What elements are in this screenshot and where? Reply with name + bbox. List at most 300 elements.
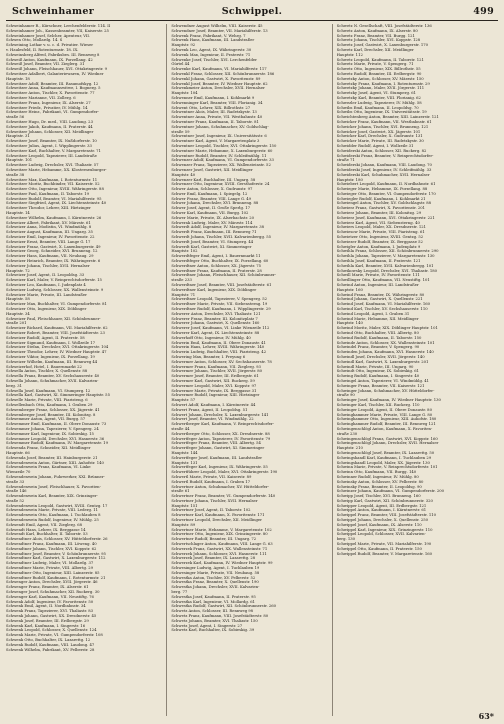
directory-entry-line: Hauptstr. 104 — [171, 91, 198, 96]
directory-entry-line: Schwertberger Karl, Kaufmann, V. Reinprechtsdorfer- — [171, 422, 274, 427]
directory-entry-line: Schweitzer Otto, Ingenieur, XVIII. Währingerstr. 88 — [6, 187, 104, 192]
directory-entry-line: Schweizer Stefan, Drechsler, XVI. Ottakringerstr. 104 — [6, 345, 109, 350]
directory-entry-line: Hauptstr. 112 — [336, 52, 363, 57]
directory-entry-line: Schweizer Robert, Beamter, VIII. Josefstädterstr. 23 — [6, 331, 105, 335]
directory-entry-line: Schwendt Karl, Buchhalter, II. Taborstr. 53 — [6, 532, 88, 537]
directory-entry-line: Schwenzer Josef, Gastwirt, XII. Meidlinger — [171, 167, 253, 172]
directory-entry-line: Hauptstr. 151 — [171, 503, 198, 508]
directory-entry-line: Schwerdtner Anton, Schlosser, XX. Jägerstr. 75 — [171, 263, 262, 268]
directory-entry-line: Schwendenwein Anton, Gärtner, XIII. Auhofstr. 140 — [6, 460, 104, 465]
directory-entry-line: Schwella Franz, Beamter, XV. Sechshauserstr. 40 — [6, 374, 100, 379]
directory-entry-line: Schwemmer Anton, Agent, VII. Burgg. 57 — [6, 417, 86, 422]
directory-entry-line: Schwetzky Josef, Agent, VI. Stumperg. 61 — [336, 91, 417, 96]
directory-entry-line: Gürtel 44 — [171, 62, 190, 67]
directory-entry-line: Schwemmer Leopold, Drechsler, XVI. Hasnerstr. 36 — [6, 436, 105, 441]
directory-entry-line: Schweitzer Anton, Tischler, X. Favoritenstr. 77 — [6, 91, 95, 96]
directory-entry-line: Schwipp Josef, Tischler, XVI. Brunneng. 160 — [336, 494, 421, 499]
directory-entry-line: Schwing Rudolf, Kaufmann, I. Singerstr. 40 — [336, 374, 420, 379]
directory-entry-line: Schwertner Karl, Kaufmann, X. Favoritenstr. 171 — [171, 513, 265, 518]
directory-entry-line: Schwinger Leopold, Agent, II. Obere Donaustr. 80 — [336, 407, 432, 412]
directory-entry-line: Schwinger Johann, Schuhmacher, XV. Hütteldorfer- — [336, 388, 435, 393]
sheet-signature: 63* — [478, 711, 494, 721]
directory-entry-line: Schwenzer Otto, Ingenieur, XVIII. Gersthoferstr. 24 — [171, 182, 270, 187]
directory-entry-line: Schwering Max, Beamter, I. Freyung 6 — [171, 354, 246, 359]
directory-entry-line: Schweiß Anton, Kaufmann, IX. Porzellang. 42 — [6, 57, 93, 62]
directory-entry-line: Schwertführer Leopold, Maler, XVI. Ottakringerstr. 190 — [171, 470, 278, 475]
directory-entry-line: Schwerer Franz, Beamter, III. Kolonitzplatz 7 — [171, 316, 258, 321]
directory-entry-line: Hauptstr. 58 — [6, 297, 30, 302]
directory-entry-line: straße 71 — [336, 158, 355, 163]
directory-entry-line: Schwingenschlögl Franz, Gastwirt, XVI. Koppstr. 160 — [336, 436, 438, 441]
directory-entry-line: Schwichtenberg Anton, Beamter, XIII. Lainzerstr. 121 — [336, 115, 439, 120]
directory-entry-line: Schwerer Johann, Gastwirt, X. Quellenstr. 160 — [171, 321, 260, 326]
directory-entry-line: Schwerer Josef, Kaufmann, VI. Linke Wienzeile 112 — [171, 326, 270, 331]
directory-entry-line: Schwihla Franz, Schlosser, XII. Schönbrunnerstr. 290 — [336, 249, 439, 254]
directory-entry-line: Schwenk Otto, Buchhalter, IX. Lazarettg. 12 — [6, 638, 91, 642]
directory-entry-line: Schwetz Johann, Beamter, XVI. Thaliastr. 150 — [171, 618, 258, 623]
directory-entry-line: Schwemmer Emil, Kaufmann, II. Obere Donaustr. 73 — [6, 422, 107, 427]
directory-entry-line: Schwemberger Franz, Schlosser, XX. Jägerstr. 41 — [6, 407, 100, 412]
directory-entry-line: Schweizer Otto, Ingenieur, XIX. Döblinger — [6, 307, 87, 312]
directory-entry-line: Schwipper Leopold, Agent, III. Erdbergstr. 121 — [336, 503, 427, 508]
directory-entry-line: Schweinsberg Alfred, Fabriksbes. III. Rennweg 8 — [6, 52, 100, 57]
directory-entry-line: Schwer Josef, Agent, II. Große Sperlg. 17 — [171, 206, 251, 211]
page-header — [6, 6, 498, 21]
directory-entry-line: Schwestka Johann, Drechsler, XVII. Kalvarien- — [171, 585, 260, 590]
directory-entry-line: Schwerdtfeger Emil, Agent, I. Bauernmarkt 11 — [171, 254, 261, 259]
directory-entry-line: Schwendenwein Johann, Fuhrwerker, XXI. Brünner- — [6, 474, 105, 479]
directory-entry-line: Schwertner Johann, Tischler, XVII. Hernalser — [171, 498, 258, 503]
directory-entry-line: Hauptstr. 210 — [336, 446, 363, 451]
directory-entry-line: Schwippel Franz, Beamter, VIII. Josefstädterstr. 110 — [336, 513, 436, 518]
directory-entry-line: Schwieger Otto, Beamter, VI. Gumpendorferstr. 170 — [336, 191, 436, 196]
directory-entry-line: Schweizer Heinrich, Beamter, IX. Währingerstr. 6 — [6, 259, 101, 264]
directory-entry-line: Schwerer Anton, Drechsler, XVI. Thaliastr. 121 — [171, 311, 261, 316]
directory-entry-line: Schweinhamer R., Kürschner, Lerchenfelderstr. 114. II — [6, 24, 111, 28]
directory-entry-line: Schwigler Anton, Kaufmann, I. Judenplatz 9 — [336, 244, 421, 249]
directory-entry-line: Schwemmer Rudolf, Kaufmann, IV. Margaretenstr. 19 — [6, 441, 108, 446]
directory-entry-line: Schwerdt Karl, Gastwirt, XI. Simmeringer — [171, 244, 252, 249]
directory-entry-line: Schweizer Hans, Kaufmann, VII. Neubaug. 29 — [6, 254, 94, 259]
directory-entry-line: Hauptstr. 102 — [171, 249, 198, 254]
directory-entry-line: Schwer Karl, Kaufmann, VII. Burgg. 102 — [171, 211, 249, 216]
directory-entry-line: Schwertfeger Anton, Tapezierer, IV. Favoritenstr. 79 — [171, 436, 271, 441]
directory-entry-line: Schwinger Josef, Kaufmann, IV. Wiedner Hauptstr. 130 — [336, 398, 441, 403]
directory-entry-line: Schwerdtner Leopold, Tapezierer, V. Spengerg. 52 — [171, 297, 268, 302]
directory-entry-line: Schweitzer Karl, Buchhalter, V. Margaretenstr. 71 — [6, 148, 101, 153]
directory-entry-line: Schwindl Josef, Drechsler, XVII. Jörgerstr. 140 — [336, 354, 425, 359]
directory-entry-line: Schwertner Rudolf, Beamter, III. Ungarg. 72 — [171, 537, 257, 542]
directory-entry-line: Schwenk Rudolf, Kaufmann, VIII. Laudong. 47 — [6, 642, 95, 647]
directory-entry-line: Hauptstr. 89 — [171, 522, 196, 527]
directory-entry-line: Schweizer Paul, Fleischhauer, XII. Schönbrunner- — [6, 316, 101, 321]
directory-entry-line: Schwertner Marie, Hebamme, V. Margaretenstr. 102 — [171, 527, 272, 532]
directory-entry-line: Schwind Moritz, Maler, XIX. Döblinger Hauptstr. 101 — [336, 326, 438, 331]
directory-entry-line: Schwertner Franz, Beamter, VI. Gumpendorferstr. 140 — [171, 494, 276, 499]
directory-entry-line: Schwerzek Franz, Gastwirt, XX. Wallensteinstr. 71 — [171, 546, 268, 551]
directory-entry-line: Schwenk Karl, Kaufmann, I. Singerstr. 16 — [6, 623, 86, 628]
directory-entry-line: Schwentner Johann, Schuhmacher, XV. Goldschlag- — [171, 124, 269, 129]
directory-entry-line: Schwenke Karl, Kaufmann, VI. Mariahilferstr. 117 — [171, 67, 267, 72]
directory-entry-line: Schwinghammer Rudolf, Beamter, III. Rennweg 121 — [336, 422, 436, 427]
directory-entry-line: Schweiß Josef, Beamter, VII. Zieglerg. 31 — [6, 62, 85, 67]
directory-entry-line: Schwerdtner Franz, Kaufmann, II. Praterstr. 28 — [171, 268, 262, 273]
directory-entry-line: Schwermer Karl, Gastwirt, XII. Ruckerg. 59 — [171, 378, 255, 383]
directory-entry-line: Hauptstr. 101 — [6, 158, 33, 163]
directory-entry-line: Schwertfeger Josef, Kaufmann, III. Landstraßer — [171, 455, 263, 460]
directory-entry-line: Schwezler Ludwig, Tapezierer, IV. Mühlg. 58 — [336, 100, 422, 105]
directory-entry-line: Schwenda Franz, Schneider, XII. Meidlinger — [6, 446, 91, 451]
directory-entry-line: Schweizer Emil, Ingenieur, IV. Favoritenstr. 22 — [6, 235, 95, 240]
directory-entry-line: Schwetz Karl, Buchhalter, IX. Sobieskig. 39 — [171, 628, 255, 633]
directory-entry-line: Schweizer August, Kaufmann, III. Ungarg. 35 — [6, 230, 93, 235]
directory-entry-line: Schwippel Rudolf, Beamter, V. Margaretenstr. 160 — [336, 551, 433, 556]
directory-entry-line: Schwendtner Ludwig, Maler, VI. Mollardg. 37 — [6, 561, 94, 566]
directory-entry-line: Schwerdtner Johann, Fleischhauer, XII. Schönbrunner- — [171, 273, 276, 278]
directory-entry-line: Schwingshandl Leopold, Maler, XX. Jägerstr. 130 — [336, 460, 430, 465]
directory-entry-line: berg. 77 — [171, 590, 188, 595]
directory-entry-line: Schwenk Franz, Fabrikant, V. Wehrg. 7 — [171, 33, 246, 38]
directory-entry-line: Schwertfeger Johann, Gastwirt, XI. Simmeringer — [171, 446, 265, 451]
directory-entry-line: Schwenkl Franz, Schlosser, XII. Schönbrunnerstr. 186 — [171, 71, 275, 76]
directory-entry-line: Schwenk Emil, Agent, II. Nordbahnstr. 34 — [6, 604, 86, 609]
directory-entry-line: Schwipp Karl, Gastwirt, XII. Schönbrunnerstr. 320 — [336, 498, 433, 503]
directory-entry-line: Schwind Johann, Gastwirt, X. Quellenstr. 221 — [336, 297, 423, 302]
directory-entry-line: Hauptstr. 18 — [6, 76, 30, 81]
directory-entry-line: Schwind Franz, Beamter, IX. Währingerstr. 80 — [336, 292, 425, 297]
directory-entry-line: Hauptstr. 180 — [336, 177, 363, 182]
directory-entry-line: Schwendtner Rudolf, Kaufmann, I. Rotenturmstr. 21 — [6, 575, 106, 580]
directory-entry-line: Schwentner Franz, Kaufmann, II. Taborstr. 81 — [171, 119, 259, 124]
directory-entry-line: Schweitzer Julius, Agent, I. Wipplingerstr. 33 — [6, 143, 92, 148]
directory-entry-line: Schwippel Josef, Kaufmann, IX. Alserstr. 110 — [336, 522, 422, 527]
directory-entry-line: Schwietzer Otto, Ingenieur, XVIII. Gentzg. 52 — [336, 235, 424, 240]
directory-entry-line: Hauptstr. 160 — [336, 287, 363, 292]
directory-entry-line: Schwertfeger Karl, Ingenieur, IX. Währingerstr. 55 — [171, 465, 268, 470]
directory-entry-line: Schwidder Rudolf, Agent, I. Wollzeile 31 — [336, 143, 414, 148]
directory-columns — [6, 24, 498, 716]
directory-entry-line: Schwiderski Johann, Kaufmann, VIII. Laudong. 70 — [336, 163, 432, 168]
directory-entry-line: Schwind Leopold, Agent, I. Graben 31 — [336, 311, 410, 316]
directory-entry-line: Schwen Otto, Mollardg. 14. S — [6, 38, 63, 43]
directory-entry-line: Schwermer Rudolf, Ingenieur, XIII. Hietzinger — [171, 393, 260, 398]
directory-entry-line: Hauptstr. 57 — [171, 398, 196, 403]
directory-entry-line: Schwicker Karl, Drechsler, X. Gudrunstr. 131 — [336, 134, 423, 139]
directory-entry-line: Schwenda Josef, Beamter, III. Hainburgerstr. 21 — [6, 455, 98, 460]
directory-entry-line: Schwippel Johann, Drechsler, X. Quellenstr. 250 — [336, 518, 428, 523]
directory-entry-line: Schwetz Leopold, Kaufmann, II. Taborstr. 121 — [336, 57, 424, 62]
directory-entry-line: straße 233 — [171, 278, 192, 283]
directory-entry-line: straße 44 — [171, 426, 190, 431]
directory-entry-line: Schwerzek Johann, Schlosser, XVI. Hasnerstr. 111 — [171, 551, 267, 556]
directory-entry-line: Schwella Josef, Kaufmann, VI. Stumperg. 12 — [6, 388, 91, 393]
directory-entry-line: Schweinhamer Joh., Kassenbeamter, VII, Kaiserstr. 25 — [6, 28, 109, 33]
directory-entry-line: Schwenk Leopold, Schlosser, X. Quellenstr. 124 — [6, 628, 97, 633]
directory-entry-line: Hauptstr. 144 — [171, 450, 198, 455]
directory-entry-line: Schwer Anton, Schlosser, X. Gudrunstr. 97 — [171, 187, 253, 192]
directory-entry-line: Schwer Emil, Kaufmann, I. Spiegelg. 12 — [171, 191, 248, 196]
directory-entry-line: Schwemberger Josef, Beamter, III. Kolonitzg. 8 — [6, 412, 96, 417]
directory-entry-line: Schwendtner Johann, Tischler, XVI. Koppstr. 62 — [6, 546, 97, 551]
directory-entry-line: Hauptstr. 140 — [336, 321, 363, 326]
directory-entry-line: Hauptstr. 14 — [6, 211, 30, 216]
directory-entry-line: Schwertner Leopold, Drechsler, XII. Meidlinger — [171, 518, 262, 523]
directory-entry-line: berg. 31 — [6, 383, 22, 388]
directory-entry-line: Hauptstr. 131 — [171, 460, 198, 465]
directory-entry-line: Schwinn Otto, Kaufmann, VII. Burgg. 140 — [336, 470, 417, 475]
directory-entry-line: Schwibs Emil, Kaufmann, II. Leopoldsg. 70 — [336, 105, 419, 110]
directory-entry-line: Schwippel Anton, Kaufmann, I. Kärntnerstr. 61 — [336, 508, 427, 513]
directory-entry-line: Schweitzer Jakob, Kaufmann, II. Praterstr. 44 — [6, 124, 93, 129]
directory-entry-line: Schwetz Marie, Private, V. Spengerg. 71 — [336, 62, 414, 67]
directory-entry-line: Schwentner Marie, Hebamme, X. Laxenburgerstr. 60 — [171, 148, 273, 153]
directory-entry-line: Schwendner August Wilhelm, VIII. Kaiserstr. 45 — [171, 24, 263, 28]
running-head-left: Schweinhamer — [12, 6, 95, 17]
directory-entry-line: Schwendenwein Karl, Beamter, XIX. Grinzinger- — [6, 494, 98, 499]
directory-entry-line: Schweizer Josef, Agent, II. Leopoldsg. 33 — [6, 273, 85, 278]
directory-entry-line: Hauptstr. 34 — [6, 311, 30, 316]
directory-entry-line: Schweizer Georg, Schneider, XVI. Brunneng. 12 — [6, 249, 98, 254]
directory-entry-line: Schwinghammer Otto, Ingenieur, XIII. Auhofstr. 180 — [336, 417, 437, 422]
directory-entry-line: Schwendtner Josef, Beamter, V. Schönbrunnerstr. 95 — [6, 551, 106, 556]
directory-entry-line: Schwinghammer Marie, Private, VIII. Lange G. 80 — [336, 412, 433, 417]
directory-entry-line: Schwertl Marie, Private, VII. Kaiserstr. 89 — [171, 474, 252, 479]
directory-entry-line: Schwer Johann, Drechsler, XVI. Brunneng. 88 — [171, 201, 259, 206]
directory-entry-line: Schwenzer Adolf, Kaufmann, VI. Gumpendorferstr. 33 — [171, 158, 274, 163]
directory-entry-line: Schwendenwein Marie, Private, VIII. Lederg. 11 — [6, 508, 99, 513]
directory-entry-line: Schweitzer Anna, Kaufmannswitwe, I. Bognerg. 5 — [6, 86, 101, 91]
directory-entry-line: Schwiderski Karl, Schuhmacher, XVII. Hernalser — [336, 172, 430, 177]
directory-entry-line: Schwill Marie, Private, IV. Favoritenstr. 111 — [336, 273, 420, 278]
directory-entry-line: Schwenger Franz, Beamter, IX. Alserstr. 61 — [6, 585, 89, 590]
directory-entry-line: Schwendenwein Otto, Kaufmann, I. Tuchlauben 8 — [6, 513, 101, 518]
directory-entry-line: Schweitzer Max, Kaufmann, I. Rotenturmstr. 11 — [6, 177, 98, 182]
directory-entry-line: Schwindt Otto, Ingenieur, IX. Sobieskig. 61 — [336, 369, 420, 374]
directory-entry-line: Schwendtner Karl, Gastwirt, X. Laxenburgerstr. 112 — [6, 556, 106, 561]
directory-entry-line: Schwicker Marie, Private, III. Radetzkystr. 30 — [336, 139, 424, 144]
directory-entry-line: Schwingel Anton, Tapezierer, VI. Windmühlg. 41 — [336, 378, 430, 383]
directory-entry-line: Schweizerhof, Hotel, I. Bauernmarkt 22 — [6, 364, 82, 369]
directory-entry-line: Schwierz Karl, Agent, VII. Siebensterng. 40 — [336, 220, 420, 225]
directory-entry-line: Schwingenschlögl Josef, Beamter, IX. Lazarettg. 50 — [336, 450, 435, 455]
directory-entry-line: Schwertfeger Franz, Beamter, VIII. Albertg. 54 — [171, 441, 261, 446]
directory-entry-line: Schwermer Johann, Tischler, XVII. Jörgerstr. 80 — [171, 369, 263, 374]
directory-entry-line: Schweitzer Wilhelm, Kaufmann, I. Kärntnerstr. 26 — [6, 215, 102, 220]
directory-entry-line: Schwer Marie, Private, IX. Alserbachstr. 20 — [171, 215, 254, 220]
directory-entry-line: Schwentner Leopold, Tischler, XVI. Ottakringerstr. 150 — [171, 143, 277, 148]
directory-entry-line: Schwestka Rudolf, Gastwirt, XII. Schönbrunnerstr. 260 — [171, 604, 277, 609]
directory-entry-line: Schwertner Josef, Agent, II. Taborstr. 102 — [171, 508, 251, 513]
directory-entry-line: Schwer Franz, Beamter, VIII. Lange G. 49 — [171, 196, 251, 201]
directory-entry-line: Hauptstr. 72 — [6, 268, 30, 273]
directory-entry-line: Schweitzer Theodor, Lehrer, XIII. Hietzinger — [6, 206, 91, 211]
directory-entry-line: Schweizer Karl, Maler, V. Reinprechtsdorferstr. 15 — [6, 278, 102, 283]
directory-entry-line: Schwind Karl, Tischler, XV. Sechshauserstr. 110 — [336, 307, 428, 312]
directory-entry-line: Schwendtner Alois, Schlosser, XV. Hütteldorferstr. 26 — [6, 537, 108, 542]
directory-entry-line: Schwenk Johann, Gastwirt, XX. Dresdnerstr. 45 — [6, 614, 97, 619]
directory-entry-line: Schwendenwein Leopold, Gastwirt, XVIII. Gentzg. 17 — [6, 503, 108, 508]
directory-entry-line: Hauptstr. 66 — [6, 450, 30, 455]
directory-entry-line: Schwihla Karl, Beamter, XVII. Kalvarienbergg. 101 — [336, 263, 434, 268]
directory-entry-line: Schwenk Leo, Agent, IX. Währingerstr. 30 — [171, 47, 252, 52]
directory-entry-line: Schwindel Franz, Beamter, V. Spengerg. 90 — [336, 345, 420, 350]
directory-entry-line: Schweizer Anna, Modistin, VI. Windmühlg. 8 — [6, 225, 92, 230]
directory-entry-line: Schwenkl Josef, Beamter, IV. Wiedner Hauptstr. 62 — [171, 81, 268, 86]
directory-entry-line: Schwihla Josef, Kaufmann, II. Praterstr. 121 — [336, 259, 421, 264]
directory-entry-line: Schwippel Marie, Private, VII. Mariahilferstr. 190 — [336, 542, 432, 547]
directory-entry-line: Schwent Otto, Lehrer, XIX. Billrothstr. 27 — [171, 105, 251, 110]
directory-entry-line: Schwertberger Otto, Schlosser, XX. Dresdnerstr. 88 — [171, 431, 270, 436]
directory-entry-line: Schweizer Max, Buchhalter, VI. Gumpendorferstr. 81 — [6, 302, 107, 307]
directory-entry-line: Schwind Marie, Hebamme, XII. Meidlinger — [336, 316, 419, 321]
directory-entry-line: Schwerin Emil, Kaufmann, II. Obere Donaustr. 41 — [171, 340, 266, 345]
directory-entry-line: Hauptstr. 40 — [171, 172, 196, 177]
directory-entry-line: Schwendenwein Rudolf, Ingenieur, IV. Mühlg. 25 — [6, 518, 99, 523]
directory-entry-line: Schwermer Josef, Beamter, III. Erdbergstr. 61 — [171, 374, 259, 379]
directory-entry-line: Schwerhoff Otto, Ingenieur, IV. Mühlg. 40 — [171, 335, 251, 340]
directory-entry-line: Schwinn Marie, Private, V. Reinprechtsdorferstr. 101 — [336, 465, 438, 470]
directory-entry-line: Schwenk Adolf, Ingenieur, IV. Favoritenstr. 50 — [6, 599, 94, 604]
directory-entry-line: Schweitzer Johann, Schlosser, XII. Meidlinger — [6, 129, 94, 134]
directory-entry-line: straße 201 — [6, 321, 27, 326]
directory-entry-line: Schwetz Franz, Kaufmann, VIII. Josefstädterstr. 80 — [171, 614, 269, 619]
directory-entry-line: Schwind Otto, Buchhalter, VIII. Albertg. 80 — [336, 331, 419, 335]
directory-entry-line: Schwendtner Marie, Private, VIII. Albertg. 29 — [6, 566, 94, 571]
directory-entry-line: Schweitzer Rudolf, Beamter, VI. Mariahilferstr. 95 — [6, 196, 102, 201]
directory-entry-line: Schwetz Otto, Ingenieur, XIX. Billrothstr. 55 — [336, 67, 421, 72]
directory-entry-line: Wienzeile 70 — [6, 470, 31, 475]
directory-entry-line: Schwesinger Marie, Private, VII. Neubaug. 58 — [171, 570, 260, 575]
directory-entry-line: Schwerdtner Marie, Private, VII. Siebensterng. 19 — [171, 302, 268, 307]
directory-entry-line: Schwetzky Johann, Maler, XVII. Jörgerstr. 111 — [336, 86, 425, 91]
directory-entry-line: straße 52 — [6, 498, 25, 503]
directory-entry-line: Schwelle Marie, Private, VIII. Piaristeng. 6 — [6, 398, 88, 403]
directory-entry-line: Schwinzer Johann, Kaufmann, VI. Gumpendorferstr. 200 — [336, 489, 444, 494]
directory-entry-line: Schwenk Wilhelm, Fabrikant, XV. Felberstr. 28 — [6, 647, 95, 652]
directory-entry-line: Schweitzer Siegfried, Agent, IX. Liechtensteinstr. 40 — [6, 201, 107, 206]
directory-entry-line: Schwikowsky Leopold, Drechsler, XVI. Thaliastr. 180 — [336, 268, 438, 273]
directory-entry-line: Schwindl Karl, Gastwirt, X. Laxenburgerstr. 201 — [336, 359, 429, 364]
directory-entry-line: Schwiesow Marie, Private, VIII. Piaristeng. 61 — [336, 230, 425, 235]
directory-entry-line: Hauptstr. 71 — [171, 292, 196, 297]
directory-entry-line: Schwert Josef, Beamter, VI. Windmühlg. 22 — [171, 417, 254, 422]
directory-entry-line: Schwenk Josef, Beamter, III. Erdbergstr. 29 — [6, 618, 89, 623]
directory-entry-line: Schwendner Josef, Beamter, VII. Mariahilferstr. 13 — [171, 28, 268, 33]
directory-entry-line: Schwinger Franz, Beamter, VII. Kaiserstr. 121 — [336, 383, 425, 388]
directory-entry-line: Schwind Josef, Kaufmann, VI. Mariahilferstr. 160 — [336, 302, 430, 307]
directory-entry-line: Schweizer Theodor, Lehrer, IV. Wiedner Hauptstr. 47 — [6, 350, 107, 355]
directory-entry-line: Schwerdtfeger Otto, Buchhalter, IX. Porzellang. 60 — [171, 259, 269, 264]
directory-entry-line: Schweitzer Leopold, Tapezierer, III. Landstraße — [6, 153, 97, 158]
directory-entry-line: Schwetzky Karl, Beamter, VIII. Florianig. 62 — [336, 95, 421, 100]
directory-entry-line: straße 38 — [6, 172, 25, 177]
directory-entry-line: straße 90 — [336, 393, 355, 398]
directory-entry-line: Schwinner Rudolf, Ingenieur, IV. Mühlg. 80 — [336, 474, 419, 479]
directory-entry-line: Schwendtner Otto, Ingenieur, XIII. Lainzerstr. 85 — [6, 570, 100, 575]
directory-entry-line: Schwetz Rudolf, Beamter, III. Erdbergstr. 90 — [336, 71, 422, 76]
directory-entry-line: Schweitzer Josef, Beamter, IX. Nußdorferstr. 10 — [6, 139, 97, 144]
directory-entry-line: Schwella Anton, Tischler, X. Quellenstr. 88 — [6, 369, 88, 374]
directory-entry-line: Schweizer Rudolf, Agent, II. Praterstr. 58 — [6, 335, 85, 340]
directory-entry-line: Schwella Johann, Schuhmacher, XVII. Kalvarien- — [6, 378, 99, 383]
directory-entry-line: Schwetz Anton, Schlosser, III. Rennweg 98 — [171, 609, 254, 614]
directory-entry-line: Schwindl Marie, Private, III. Ungarg. 90 — [336, 364, 414, 369]
directory-entry-line: Schwenkmeier Anton, Drechsler, XVII. Hernalser — [171, 86, 265, 91]
directory-entry-line: Schwenger Josef, Schuhmacher, XII. Ruckerg. 30 — [6, 590, 100, 595]
directory-entry-line: straße 230 — [336, 431, 358, 436]
directory-entry-line: Schweitzer Ludwig, Drechsler, XVI. Thaliastr. 57 — [6, 163, 99, 168]
directory-entry-line: Schwermer Marie, Private, IX. Berggasse 31 — [171, 388, 257, 393]
directory-entry-line: Schwetz Anton, Kaufmann, IX. Alserstr. 80 — [336, 28, 418, 33]
directory-entry-line: Schwenzer Karl, Buchhalter, III. Ungarg. 58 — [171, 177, 256, 182]
directory-entry-line: Schwicker Johann, Tischler, XVI. Brunneng. 121 — [336, 124, 429, 129]
directory-entry-line: v. Haulesfeld, II. Rotenturmstr. 18. IX. — [6, 47, 79, 52]
directory-entry-line: Schwenninger Karl, Beamter, VIII. Florianig. 34 — [171, 100, 263, 105]
directory-entry-line: Schweining Lothar v. u. c. d. Privatier. Wieser — [6, 43, 94, 48]
directory-entry-line: Schwermer Anton, Schlosser, XV. Sechshauserstr. 78 — [171, 359, 272, 364]
directory-entry-line: Schwenk Franz, Tapezierer, XVI. Thaliastr. 83 — [6, 609, 94, 614]
directory-entry-line: Schwenger Anton, Drechsler, XVII. Jörgerstr. 46 — [6, 580, 98, 585]
directory-entry-line: Schwinde Anton, Schlosser, XX. Wallensteinstr. 101 — [336, 340, 435, 345]
directory-entry-line: Schwierz Johann, Beamter, III. Kolonitzg. 29 — [336, 211, 422, 216]
directory-entry-line: Schwenger Karl, Kaufmann, VII. Neustiftg. 76 — [6, 594, 94, 599]
directory-entry-line: Schwerdt Johann, Tischler, XVII. Kalvarienbergg. 55 — [171, 235, 271, 240]
directory-entry-line: Schweizer Leo, Kaufmann, I. Judenplatz 4 — [6, 283, 86, 288]
directory-entry-line: Schweitzer Adalbert, Galanteriewaren, IV. Wiedner — [6, 71, 104, 76]
directory-entry-line: Schwertner Otto, Ingenieur, XIX. Grinzingerstr. 80 — [171, 532, 268, 537]
directory-entry-line: Schwerak Ludwig, Maler, XV. Märzstr. 114 — [171, 220, 253, 225]
directory-entry-line: Schwemmer Karl, Ingenieur, IX. Sobieskig. 15 — [6, 431, 94, 436]
directory-entry-line: straße 61 — [171, 489, 190, 494]
directory-entry-line: Schwiderski Franz, Beamter, V. Reinprechtsdorfer- — [336, 153, 434, 158]
directory-entry-line: Schwinden Johann, Kaufmann, XVI. Hasnerstr. 140 — [336, 350, 434, 355]
column-2 — [171, 24, 332, 716]
directory-entry-line: Schwenk Max, Ingenieur, II. Praterstr. 71 — [171, 52, 251, 57]
directory-entry-line: Schwerdt Adolf, Ingenieur, IV. Margaretenstr. 38 — [171, 225, 265, 230]
directory-entry-line: Schwerdt Franz, Kaufmann, III. Rennweg 71 — [171, 230, 257, 235]
directory-entry-line: Schwerin Hans, Lehrer, XVIII. Währingerstr. 140 — [171, 345, 265, 350]
directory-entry-line: Schwiers Leopold, Maler, XX. Dresdnerstr. 121 — [336, 225, 426, 230]
directory-entry-line: Hauptstr. 92 — [171, 43, 196, 48]
directory-entry-line: Schwermer Franz, Kaufmann, VII. Zieglerg. 93 — [171, 364, 261, 369]
directory-entry-line: Schwendt Emil, Agent, VII. Zieglerg. 68 — [6, 522, 82, 527]
directory-entry-line: Schwertschlager Anton, Kaufmann, VIII. Lange G. 63 — [171, 542, 273, 547]
directory-entry-line: Schweizer Wilhelm, Kaufmann, III. Rennweg 44 — [6, 359, 98, 364]
directory-entry-line: Schwetzky Franz, Kaufmann, I. Rotenturmstr. 29 — [336, 81, 430, 86]
directory-entry-line: Schwesinger Ludwig, Agent, I. Tuchlauben 19 — [171, 566, 260, 571]
directory-entry-line: Schwellenbach Otto, Kaufmann, I. Graben 29 — [6, 402, 93, 407]
directory-entry-line: Schwinsky Franz, Beamter, II. Leopoldsg. 90 — [336, 484, 422, 489]
directory-entry-line: Schwenner Emil, Kaufmann, I. Kohlmarkt 9 — [171, 95, 255, 100]
directory-entry-line: Schweizer Johann, Tischler, XVII. Hernalser — [6, 263, 90, 268]
directory-entry-line: Schweitzer Marie, Hebamme, XX. Klosterneuburger- — [6, 167, 107, 172]
directory-entry-line: Schwestka Anton, Tischler, XV. Felberstr. 52 — [171, 575, 256, 580]
directory-entry-line: Schwendenwein Josef, Fleischhauer, X. Favoriten- — [6, 484, 101, 489]
directory-entry-line: Schwella Karl, Gastwirt, XI. Simmeringer Hauptstr. 55 — [6, 393, 110, 398]
directory-entry-line: Schwertner Anton, Schuhmacher, XV. Hütteldorfer- — [171, 484, 269, 489]
directory-entry-line: Schwetz Franz, Beamter, VII. Burgg. 121 — [336, 33, 415, 38]
directory-entry-line: Hauptstr. 31 — [6, 134, 30, 139]
directory-entry-line: Schwihla Johann, Tapezierer, V. Margaretenstr. 130 — [336, 254, 435, 259]
directory-entry-line: Schwentner Josef, Ingenieur, IX. Universitätsstr. 6 — [171, 134, 267, 139]
directory-entry-line: Schwillinger Otto, Kaufmann, VII. Neustiftg. 101 — [336, 278, 430, 283]
directory-entry-line: Schwenk Hans, Kaufmann, III. Landstraßer — [171, 38, 255, 43]
directory-entry-line: Schwentner Rudolf, Beamter, IV. Schleifmühlg. 11 — [171, 153, 267, 158]
directory-entry-line: berg. 130 — [336, 537, 356, 542]
directory-entry-line: Schwerer Karl, Agent, IX. Liechtensteinstr. 88 — [171, 331, 260, 335]
directory-entry-line: Schwinger Karl, Tischler, XII. Ruckerg. 110 — [336, 402, 420, 407]
directory-entry-line: Schwierz Josef, Kaufmann, XVI. Ottakringerstr. 221 — [336, 215, 435, 220]
